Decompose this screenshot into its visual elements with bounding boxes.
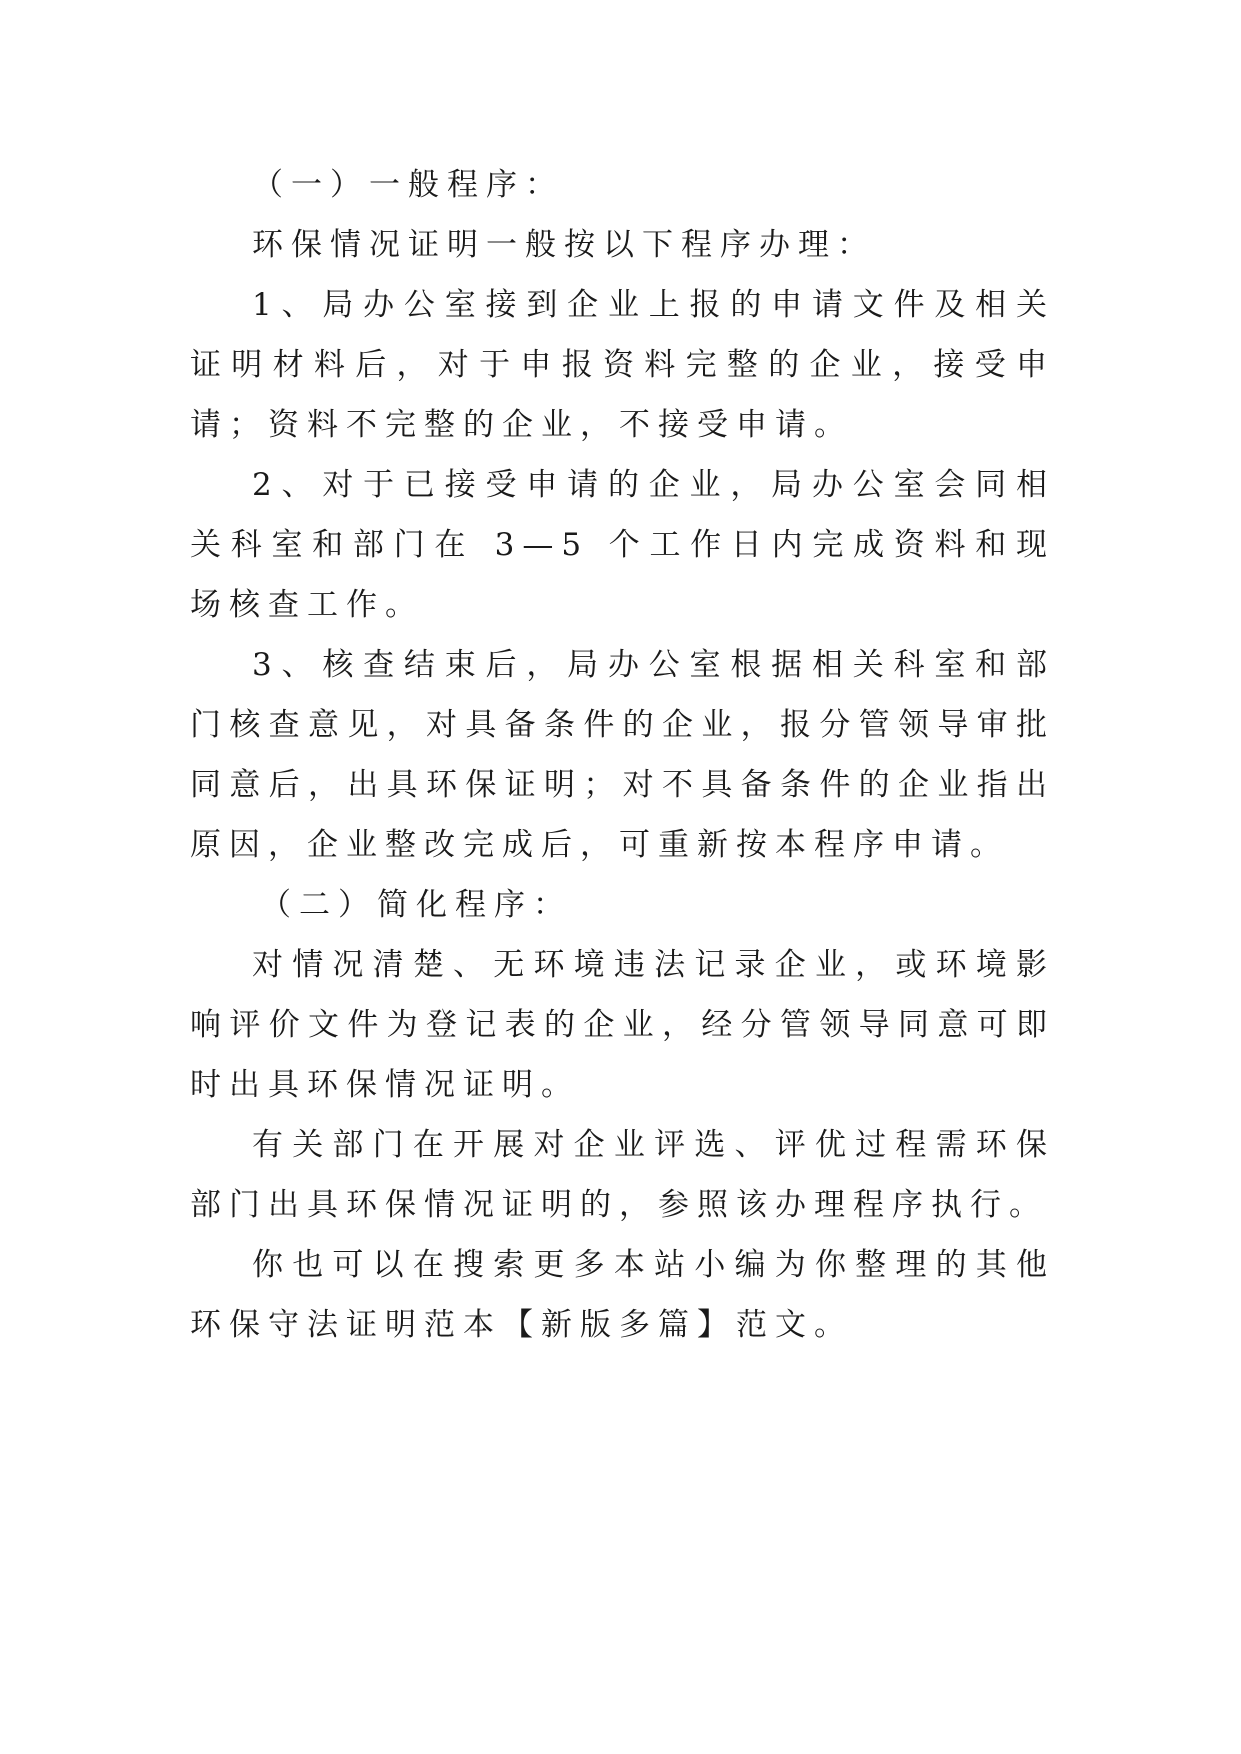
section-heading-simplified: （二）简化程序： (260, 887, 572, 923)
section-heading-general: （一）一般程序： (252, 167, 564, 203)
intro-paragraph: 环保情况证明一般按以下程序办理： (252, 227, 876, 263)
step-3-paragraph: 3、核查结束后，局办公室根据相关科室和部门核查意见，对具备条件的企业，报分管领导审批同意后，出具环保证明；对不具备条件的企业指出原因，企业整改完成后，可重新按本程序申请。 (190, 647, 1055, 863)
document-page (190, 155, 1055, 1355)
closing-paragraph: 你也可以在搜索更多本站小编为你整理的其他环保守法证明范本【新版多篇】范文。 (190, 1247, 1055, 1343)
simplified-paragraph: 对情况清楚、无环境违法记录企业，或环境影响评价文件为登记表的企业，经分管领导同意可即时出具环保情况证明。 (190, 947, 1055, 1103)
step-1-paragraph: 1、局办公室接到企业上报的申请文件及相关证明材料后，对于申报资料完整的企业，接受申请；资料不完整的企业，不接受申请。 (190, 287, 1055, 443)
related-departments-paragraph: 有关部门在开展对企业评选、评优过程需环保部门出具环保情况证明的，参照该办理程序执行。 (190, 1127, 1055, 1223)
step-2-paragraph: 2、对于已接受申请的企业，局办公室会同相关科室和部门在 3—5 个工作日内完成资料和现场核查工作。 (190, 467, 1055, 623)
